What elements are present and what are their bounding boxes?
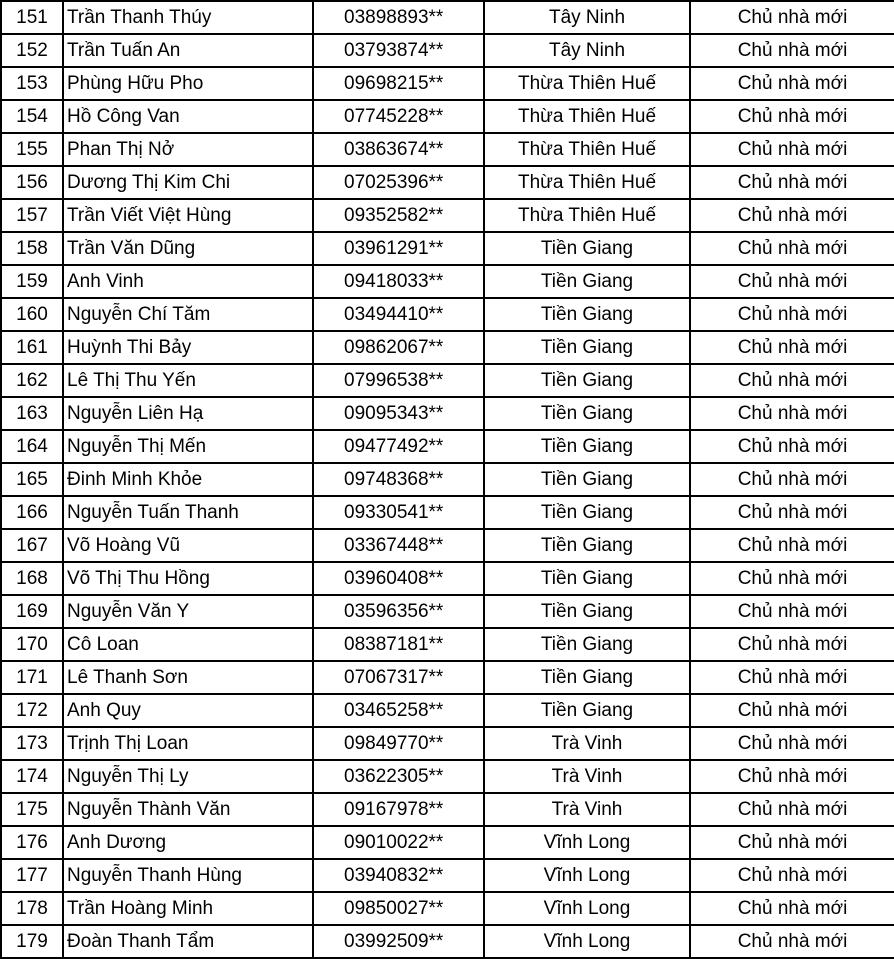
row-number-cell: 159 [1, 265, 63, 298]
status-cell: Chủ nhà mới [690, 1, 894, 34]
name-cell: Trần Văn Dũng [63, 232, 313, 265]
row-number-cell: 168 [1, 562, 63, 595]
status-cell: Chủ nhà mới [690, 727, 894, 760]
row-number-cell: 160 [1, 298, 63, 331]
row-number-cell: 167 [1, 529, 63, 562]
phone-cell: 09167978** [313, 793, 484, 826]
name-cell: Huỳnh Thi Bảy [63, 331, 313, 364]
name-cell: Nguyễn Liên Hạ [63, 397, 313, 430]
province-cell: Thừa Thiên Huế [484, 199, 690, 232]
row-number-cell: 158 [1, 232, 63, 265]
table-row [1, 331, 894, 364]
phone-cell: 03465258** [313, 694, 484, 727]
province-cell: Tiền Giang [484, 496, 690, 529]
phone-cell: 09352582** [313, 199, 484, 232]
table-row [1, 793, 894, 826]
province-cell: Vĩnh Long [484, 892, 690, 925]
province-cell: Vĩnh Long [484, 859, 690, 892]
status-cell: Chủ nhà mới [690, 826, 894, 859]
province-cell: Tiền Giang [484, 661, 690, 694]
phone-cell: 03898893** [313, 1, 484, 34]
status-cell: Chủ nhà mới [690, 265, 894, 298]
phone-cell: 09010022** [313, 826, 484, 859]
table-row [1, 397, 894, 430]
row-number-cell: 179 [1, 925, 63, 958]
phone-cell: 03960408** [313, 562, 484, 595]
row-number-cell: 166 [1, 496, 63, 529]
status-cell: Chủ nhà mới [690, 595, 894, 628]
phone-cell: 09418033** [313, 265, 484, 298]
status-cell: Chủ nhà mới [690, 232, 894, 265]
table-row [1, 694, 894, 727]
status-cell: Chủ nhà mới [690, 793, 894, 826]
table-row [1, 232, 894, 265]
name-cell: Lê Thị Thu Yến [63, 364, 313, 397]
status-cell: Chủ nhà mới [690, 496, 894, 529]
name-cell: Đinh Minh Khỏe [63, 463, 313, 496]
row-number-cell: 176 [1, 826, 63, 859]
row-number-cell: 174 [1, 760, 63, 793]
table-row [1, 760, 894, 793]
row-number-cell: 155 [1, 133, 63, 166]
status-cell: Chủ nhà mới [690, 298, 894, 331]
name-cell: Hồ Công Van [63, 100, 313, 133]
name-cell: Trần Tuấn An [63, 34, 313, 67]
status-cell: Chủ nhà mới [690, 364, 894, 397]
row-number-cell: 156 [1, 166, 63, 199]
table-row [1, 34, 894, 67]
row-number-cell: 172 [1, 694, 63, 727]
row-number-cell: 163 [1, 397, 63, 430]
row-number-cell: 164 [1, 430, 63, 463]
name-cell: Dương Thị Kim Chi [63, 166, 313, 199]
name-cell: Võ Hoàng Vũ [63, 529, 313, 562]
name-cell: Đoàn Thanh Tẩm [63, 925, 313, 958]
status-cell: Chủ nhà mới [690, 892, 894, 925]
phone-cell: 09330541** [313, 496, 484, 529]
table-row [1, 859, 894, 892]
province-cell: Tây Ninh [484, 34, 690, 67]
status-cell: Chủ nhà mới [690, 694, 894, 727]
name-cell: Nguyễn Thành Văn [63, 793, 313, 826]
table-row [1, 727, 894, 760]
name-cell: Phan Thị Nở [63, 133, 313, 166]
name-cell: Trần Hoàng Minh [63, 892, 313, 925]
phone-cell: 09477492** [313, 430, 484, 463]
name-cell: Trần Thanh Thúy [63, 1, 313, 34]
table-row [1, 595, 894, 628]
status-cell: Chủ nhà mới [690, 67, 894, 100]
table-row [1, 364, 894, 397]
table-row [1, 166, 894, 199]
row-number-cell: 161 [1, 331, 63, 364]
province-cell: Tiền Giang [484, 529, 690, 562]
table-row [1, 100, 894, 133]
table-row [1, 67, 894, 100]
phone-cell: 07745228** [313, 100, 484, 133]
row-number-cell: 154 [1, 100, 63, 133]
province-cell: Trà Vinh [484, 760, 690, 793]
status-cell: Chủ nhà mới [690, 562, 894, 595]
province-cell: Tiền Giang [484, 265, 690, 298]
table-row [1, 529, 894, 562]
name-cell: Lê Thanh Sơn [63, 661, 313, 694]
status-cell: Chủ nhà mới [690, 628, 894, 661]
name-cell: Anh Dương [63, 826, 313, 859]
table-row [1, 661, 894, 694]
status-cell: Chủ nhà mới [690, 199, 894, 232]
name-cell: Nguyễn Chí Tăm [63, 298, 313, 331]
province-cell: Tiền Giang [484, 463, 690, 496]
status-cell: Chủ nhà mới [690, 100, 894, 133]
phone-cell: 07996538** [313, 364, 484, 397]
phone-cell: 07025396** [313, 166, 484, 199]
province-cell: Vĩnh Long [484, 826, 690, 859]
row-number-cell: 152 [1, 34, 63, 67]
status-cell: Chủ nhà mới [690, 859, 894, 892]
name-cell: Nguyễn Văn Y [63, 595, 313, 628]
name-cell: Nguyễn Thanh Hùng [63, 859, 313, 892]
row-number-cell: 157 [1, 199, 63, 232]
province-cell: Thừa Thiên Huế [484, 67, 690, 100]
phone-cell: 03863674** [313, 133, 484, 166]
province-cell: Tiền Giang [484, 430, 690, 463]
province-cell: Tiền Giang [484, 298, 690, 331]
phone-cell: 03596356** [313, 595, 484, 628]
row-number-cell: 178 [1, 892, 63, 925]
phone-cell: 09095343** [313, 397, 484, 430]
province-cell: Tây Ninh [484, 1, 690, 34]
province-cell: Tiền Giang [484, 694, 690, 727]
row-number-cell: 175 [1, 793, 63, 826]
phone-cell: 09849770** [313, 727, 484, 760]
name-cell: Trịnh Thị Loan [63, 727, 313, 760]
phone-cell: 09698215** [313, 67, 484, 100]
province-cell: Tiền Giang [484, 364, 690, 397]
table-row [1, 892, 894, 925]
phone-cell: 09748368** [313, 463, 484, 496]
province-cell: Tiền Giang [484, 397, 690, 430]
table-row [1, 265, 894, 298]
status-cell: Chủ nhà mới [690, 661, 894, 694]
status-cell: Chủ nhà mới [690, 760, 894, 793]
phone-cell: 09862067** [313, 331, 484, 364]
province-cell: Tiền Giang [484, 562, 690, 595]
phone-cell: 03961291** [313, 232, 484, 265]
phone-cell: 03367448** [313, 529, 484, 562]
table-row [1, 298, 894, 331]
province-cell: Tiền Giang [484, 232, 690, 265]
name-cell: Anh Quy [63, 694, 313, 727]
table-body [1, 1, 894, 958]
name-cell: Anh Vinh [63, 265, 313, 298]
phone-cell: 03622305** [313, 760, 484, 793]
name-cell: Võ Thị Thu Hồng [63, 562, 313, 595]
row-number-cell: 170 [1, 628, 63, 661]
table-row [1, 826, 894, 859]
province-cell: Tiền Giang [484, 628, 690, 661]
name-cell: Cô Loan [63, 628, 313, 661]
table-row [1, 199, 894, 232]
status-cell: Chủ nhà mới [690, 529, 894, 562]
table-row [1, 496, 894, 529]
table-row [1, 133, 894, 166]
row-number-cell: 169 [1, 595, 63, 628]
status-cell: Chủ nhà mới [690, 34, 894, 67]
table-row [1, 463, 894, 496]
table-row [1, 925, 894, 958]
province-cell: Tiền Giang [484, 331, 690, 364]
province-cell: Thừa Thiên Huế [484, 100, 690, 133]
name-cell: Phùng Hữu Pho [63, 67, 313, 100]
province-cell: Tiền Giang [484, 595, 690, 628]
row-number-cell: 151 [1, 1, 63, 34]
phone-cell: 09850027** [313, 892, 484, 925]
row-number-cell: 177 [1, 859, 63, 892]
status-cell: Chủ nhà mới [690, 463, 894, 496]
name-cell: Trần Viết Việt Hùng [63, 199, 313, 232]
status-cell: Chủ nhà mới [690, 133, 894, 166]
phone-cell: 03793874** [313, 34, 484, 67]
name-cell: Nguyễn Thị Mến [63, 430, 313, 463]
phone-cell: 03494410** [313, 298, 484, 331]
status-cell: Chủ nhà mới [690, 331, 894, 364]
status-cell: Chủ nhà mới [690, 166, 894, 199]
table-row [1, 562, 894, 595]
province-cell: Trà Vinh [484, 727, 690, 760]
row-number-cell: 162 [1, 364, 63, 397]
row-number-cell: 173 [1, 727, 63, 760]
phone-cell: 03992509** [313, 925, 484, 958]
table-row [1, 430, 894, 463]
name-cell: Nguyễn Thị Ly [63, 760, 313, 793]
row-number-cell: 153 [1, 67, 63, 100]
phone-cell: 03940832** [313, 859, 484, 892]
phone-cell: 07067317** [313, 661, 484, 694]
table-row [1, 628, 894, 661]
row-number-cell: 165 [1, 463, 63, 496]
province-cell: Trà Vinh [484, 793, 690, 826]
row-number-cell: 171 [1, 661, 63, 694]
status-cell: Chủ nhà mới [690, 430, 894, 463]
status-cell: Chủ nhà mới [690, 397, 894, 430]
phone-cell: 08387181** [313, 628, 484, 661]
province-cell: Thừa Thiên Huế [484, 166, 690, 199]
status-cell: Chủ nhà mới [690, 925, 894, 958]
province-cell: Thừa Thiên Huế [484, 133, 690, 166]
table-row [1, 1, 894, 34]
name-cell: Nguyễn Tuấn Thanh [63, 496, 313, 529]
province-cell: Vĩnh Long [484, 925, 690, 958]
